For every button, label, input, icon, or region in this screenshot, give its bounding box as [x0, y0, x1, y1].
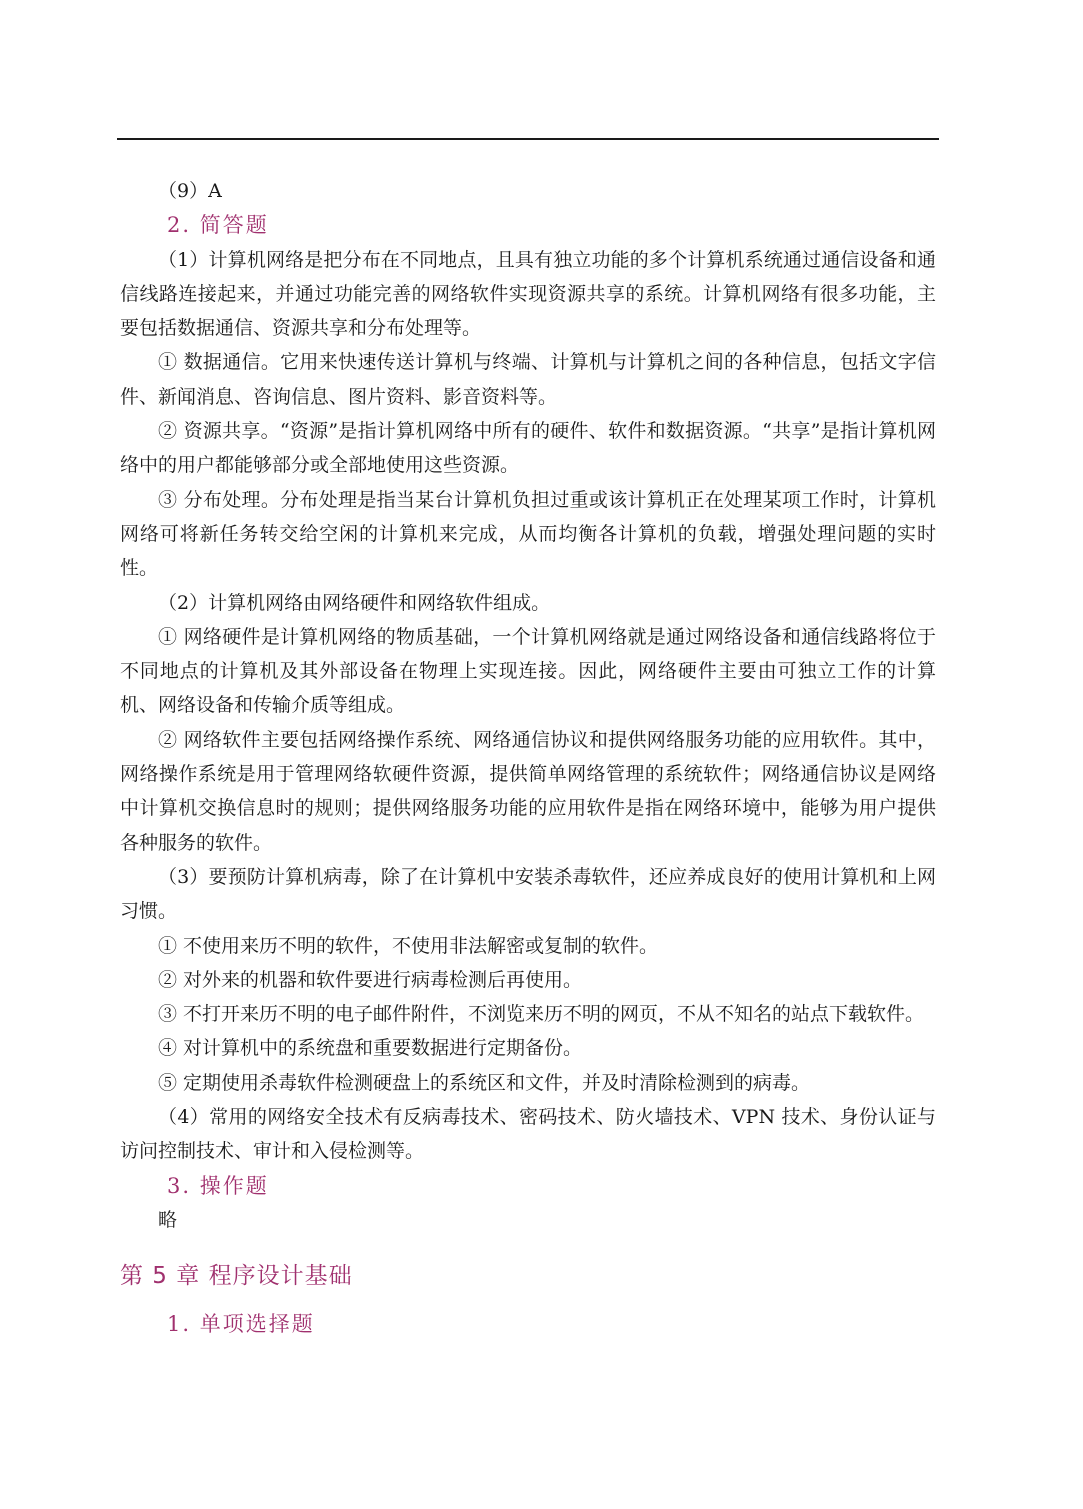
answer-9: （9）A: [158, 180, 222, 202]
answer-paragraph-2: （2）计算机网络由网络硬件和网络软件组成。: [158, 591, 551, 614]
answer-item-virus-1: ① 不使用来历不明的软件，不使用非法解密或复制的软件。: [158, 934, 659, 957]
answer-item-resource-sharing: ② 资源共享。“资源”是指计算机网络中所有的硬件、软件和数据资源。“共享”是指计算机网络中的用户都能够部分或全部地使用这些资源。: [120, 420, 936, 477]
answer-item-virus-3: ③ 不打开来历不明的电子邮件附件，不浏览来历不明的网页，不从不知名的站点下载软件。: [158, 1003, 925, 1026]
answer-item-virus-2: ② 对外来的机器和软件要进行病毒检测后再使用。: [158, 968, 583, 991]
answer-paragraph-3: （3）要预防计算机病毒，除了在计算机中安装杀毒软件，还应养成良好的使用计算机和上网习惯。: [120, 865, 936, 923]
section-heading-single-choice: 1. 单项选择题: [167, 1312, 315, 1337]
section-heading-short-answer: 2. 简答题: [167, 213, 269, 238]
header-rule: [117, 138, 939, 140]
answer-paragraph-1: （1）计算机网络是把分布在不同地点，且具有独立功能的多个计算机系统通过通信设备和通信线路连接起来，并通过功能完善的网络软件实现资源共享的系统。计算机网络有很多功能，主要包括数据通信、资源共享和分布处理等。: [120, 248, 936, 340]
answer-item-virus-4: ④ 对计算机中的系统盘和重要数据进行定期备份。: [158, 1037, 583, 1060]
answer-item-data-communication: ① 数据通信。它用来快速传送计算机与终端、计算机与计算机之间的各种信息，包括文字信件、新闻消息、咨询信息、图片资料、影音资料等。: [120, 351, 936, 408]
answer-item-virus-5: ⑤ 定期使用杀毒软件检测硬盘上的系统区和文件，并及时清除检测到的病毒。: [158, 1071, 811, 1094]
page-content: [120, 174, 936, 1342]
answer-item-distributed-processing: ③ 分布处理。分布处理是指当某台计算机负担过重或该计算机正在处理某项工作时，计算机网络可将新任务转交给空闲的计算机来完成，从而均衡各计算机的负载，增强处理问题的实时性。: [120, 488, 936, 580]
chapter-title: 第 5 章 程序设计基础: [120, 1263, 353, 1290]
answer-item-network-hardware: ① 网络硬件是计算机网络的物质基础，一个计算机网络就是通过网络设备和通信线路将位于不同地点的计算机及其外部设备在物理上实现连接。因此，网络硬件主要由可独立工作的计算机、网络设备和传输介质等组成。: [120, 625, 936, 717]
answer-omitted: 略: [158, 1208, 178, 1231]
answer-paragraph-4: （4）常用的网络安全技术有反病毒技术、密码技术、防火墙技术、VPN 技术、身份认证与访问控制技术、审计和入侵检测等。: [120, 1106, 936, 1163]
answer-item-network-software: ② 网络软件主要包括网络操作系统、网络通信协议和提供网络服务功能的应用软件。其中，网络操作系统是用于管理网络软硬件资源，提供简单网络管理的系统软件；网络通信协议是网络中计算机交换信息时的规则；提供网络服务功能的应用软件是指在网络环境中，能够为用户提供各种服务的软件。: [120, 728, 936, 854]
section-heading-operation: 3. 操作题: [167, 1173, 269, 1198]
